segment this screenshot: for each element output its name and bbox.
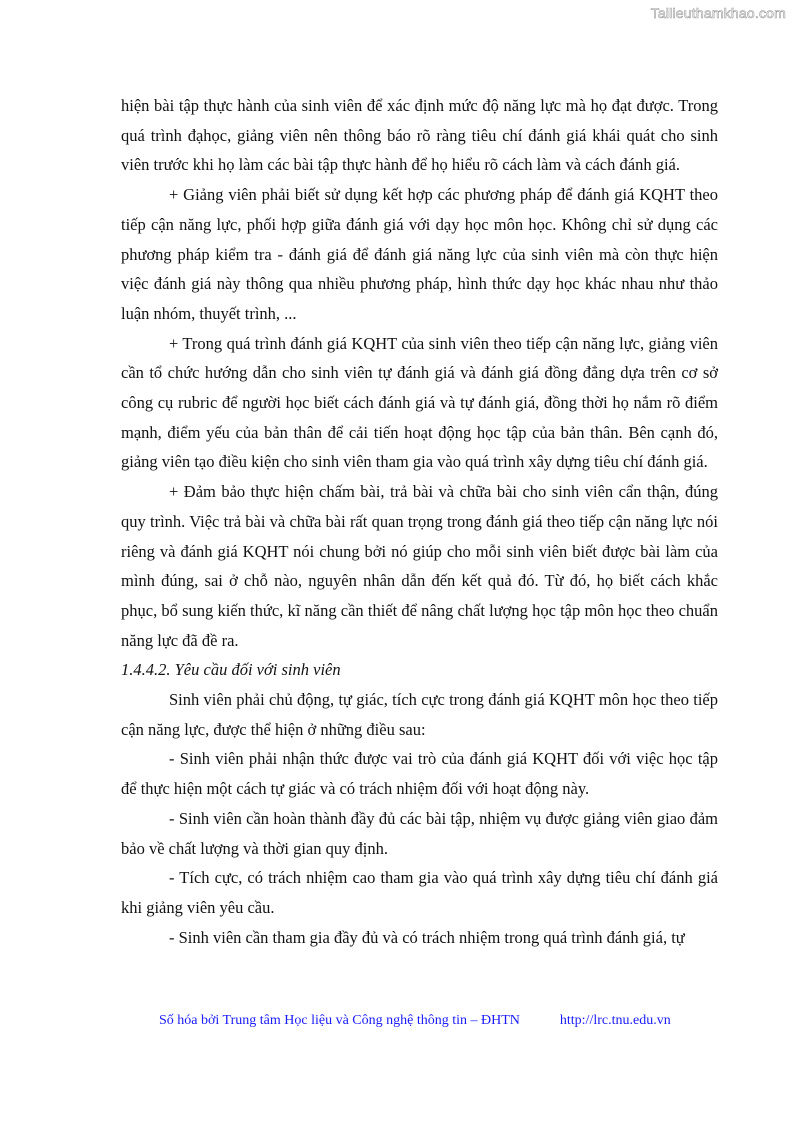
paragraph-lecturer-methods: + Giảng viên phải biết sử dụng kết hợp các phương pháp để đánh giá KQHT theo tiếp cận năng lực, phối hợp giữa đánh giá với dạy học môn học. Không chỉ sử dụng các phương pháp kiểm tra - đánh giá để đánh giá năng lực của sinh viên mà còn thực hiện việc đánh giá này thông qua nhiều phương pháp, hình thức dạy học khác nhau như thảo luận nhóm, thuyết trình, ...	[121, 185, 718, 323]
paragraph-continuation: hiện bài tập thực hành của sinh viên để xác định mức độ năng lực mà họ đạt được. Trong quá trình đạhọc, giảng viên nên thông báo rõ ràng tiêu chí đánh giá khái quát cho sinh viên trước khi họ làm các bài tập thực hành để họ hiểu rõ cách làm và cách đánh giá.	[121, 96, 718, 175]
paragraph-lecturer-grading: + Đảm bảo thực hiện chấm bài, trả bài và chữa bài cho sinh viên cẩn thận, đúng quy trình. Việc trả bài và chữa bài rất quan trọng trong đánh giá theo tiếp cận năng lực nói riêng và đánh giá KQHT nói chung bởi nó giúp cho mỗi sinh viên biết được bài làm của mình đúng, sai ở chỗ nào, nguyên nhân dẫn đến kết quả đó. Từ đó, họ biết cách khắc phục, bổ sung kiến thức, kĩ năng cần thiết để nâng chất lượng học tập môn học theo chuẩn năng lực đã đề ra.	[121, 482, 718, 650]
list-item-student-criteria: - Tích cực, có trách nhiệm cao tham gia vào quá trình xây dựng tiêu chí đánh giá khi giảng viên yêu cầu.	[121, 868, 718, 917]
list-item-student-participation: - Sinh viên cần tham gia đầy đủ và có trách nhiệm trong quá trình đánh giá, tự	[169, 927, 685, 947]
list-item-student-awareness: - Sinh viên phải nhận thức được vai trò của đánh giá KQHT đối với việc học tập để thực hiện một cách tự giác và có trách nhiệm đối với hoạt động này.	[121, 749, 718, 799]
section-heading: 1.4.4.2. Yêu cầu đối với sinh viên	[121, 660, 341, 680]
paragraph-lecturer-self-assessment: + Trong quá trình đánh giá KQHT của sinh viên theo tiếp cận năng lực, giảng viên cần tổ chức hướng dẫn cho sinh viên tự đánh giá và đánh giá đồng đẳng dựa trên cơ sở công cụ rubric để người học biết cách đánh giá và tự đánh giá, đồng thời họ nắm rõ điểm mạnh, điểm yếu của bản thân để cải tiến hoạt động học tập của bản thân. Bên cạnh đó, giảng viên tạo điều kiện cho sinh viên tham gia vào quá trình xây dựng tiêu chí đánh giá.	[121, 333, 718, 472]
footer-url-link[interactable]: http://lrc.tnu.edu.vn	[559, 1013, 671, 1028]
footer-credit: Số hóa bởi Trung tâm Học liệu và Công nghệ thông tin – ĐHTN	[159, 1013, 520, 1028]
page-footer	[159, 1013, 671, 1029]
document-body	[121, 91, 718, 952]
watermark-text: Tailieuthamkhao.com	[650, 5, 786, 21]
paragraph-student-intro: Sinh viên phải chủ động, tự giác, tích cực trong đánh giá KQHT môn học theo tiếp cận năng lực, được thể hiện ở những điều sau:	[121, 690, 718, 739]
list-item-student-completion: - Sinh viên cần hoàn thành đầy đủ các bài tập, nhiệm vụ được giảng viên giao đảm bảo về chất lượng và thời gian quy định.	[121, 808, 718, 858]
